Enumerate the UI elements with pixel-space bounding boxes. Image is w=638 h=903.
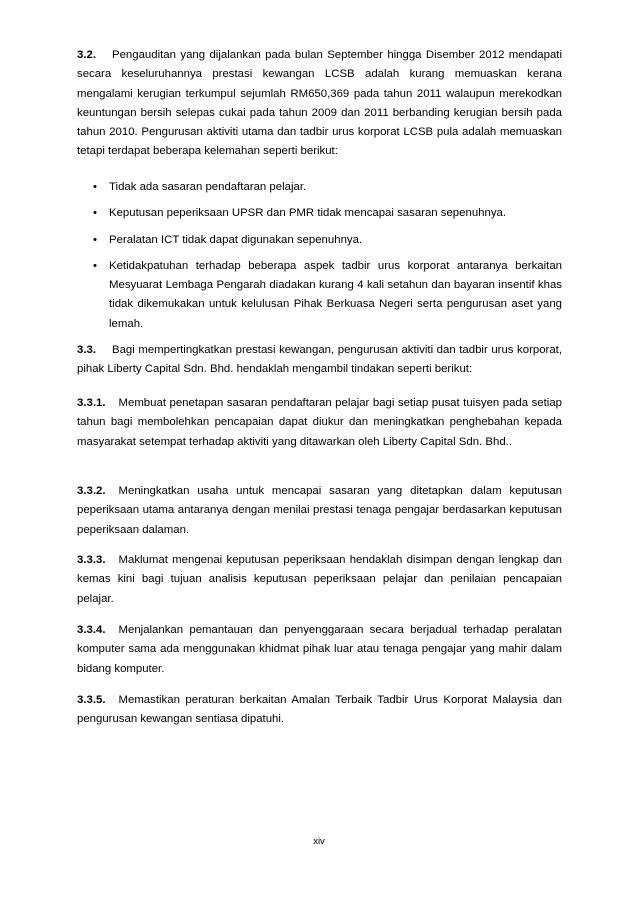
list-item: [77, 257, 562, 334]
section-number: 3.3.: [77, 344, 96, 356]
list-item-text: Keputusan peperiksaan UPSR dan PMR tidak mencapai sasaran sepenuhnya.: [109, 207, 507, 220]
paragraph-text: Pengauditan yang dijalankan pada bulan September hingga Disember 2012 mendapati secara keseluruhannya prestasi kewangan LCSB adalah kurang memuaskan kerana mengalami kerugian terkumpul sejumlah RM650,369 pada tahun 2011 walaupun merekodkan keuntungan bersih selepas cukai pada tahun 2009 dan 2011 berbanding kerugian bersih pada tahun 2010. Pengurusan aktiviti utama dan tadbir urus korporat LCSB pula adalah memuaskan tetapi terdapat beberapa kelemahan seperti berikut:: [77, 49, 562, 158]
finding-bullet-list: [77, 178, 562, 334]
section-number: 3.3.3.: [77, 554, 106, 566]
paragraph-text: Bagi mempertingkatkan prestasi kewangan, pengurusan aktiviti dan tadbir urus korporat, pihak Liberty Capital Sdn. Bhd. hendaklah mengambil tindakan seperti berikut:: [77, 344, 562, 376]
paragraph-text: Membuat penetapan sasaran pendaftaran pelajar bagi setiap pusat tuisyen pada setiap tahun bagi membolehkan pencapaian dapat diukur dan meningkatkan penghebahan kepada masyarakat setempat terhadap aktiviti yang ditawarkan oleh Liberty Capital Sdn. Bhd..: [77, 397, 562, 448]
section-number: 3.3.4.: [77, 624, 106, 636]
bullet-icon: •: [93, 259, 97, 272]
bullet-icon: •: [93, 207, 97, 220]
paragraph-3-3-1: [77, 394, 562, 452]
bullet-icon: •: [93, 181, 97, 193]
paragraph-text: Meningkatkan usaha untuk mencapai sasaran yang ditetapkan dalam keputusan peperiksaan utama antaranya dengan menilai prestasi tenaga pengajar berdasarkan keputusan peperiksaan dalaman.: [77, 485, 562, 536]
paragraph-3-3-4: [77, 621, 562, 679]
paragraph-text: Maklumat mengenai keputusan peperiksaan hendaklah disimpan dengan lengkap dan kemas kini bagi tujuan analisis keputusan peperiksaan pelajar dan penilaian pencapaian pelajar.: [77, 554, 562, 605]
list-item: [77, 204, 562, 223]
page-number: xiv: [313, 836, 325, 847]
paragraph-text: Memastikan peraturan berkaitan Amalan Terbaik Tadbir Urus Korporat Malaysia dan pengurusan kewangan sentiasa dipatuhi.: [77, 694, 562, 726]
list-item: [77, 231, 562, 250]
paragraph-3-2: [77, 46, 562, 162]
paragraph-3-3-3: [77, 551, 562, 609]
paragraph-text: Menjalankan pemantauan dan penyenggaraan secara berjadual terhadap peralatan komputer sama ada menggunakan khidmat pihak luar atau tenaga pengajar yang mahir dalam bidang komputer.: [77, 624, 562, 675]
section-number: 3.3.1.: [77, 397, 106, 409]
section-number: 3.3.5.: [77, 694, 106, 706]
bullet-icon: •: [93, 233, 97, 246]
list-item: [77, 178, 562, 197]
paragraph-3-3: [77, 341, 562, 380]
section-number: 3.2.: [77, 49, 96, 61]
paragraph-3-3-2: [77, 482, 562, 540]
list-item-text: Tidak ada sasaran pendaftaran pelajar.: [109, 181, 307, 193]
list-item-text: Peralatan ICT tidak dapat digunakan sepenuhnya.: [109, 233, 363, 246]
paragraph-3-3-5: [77, 691, 562, 730]
list-item-text: Ketidakpatuhan terhadap beberapa aspek tadbir urus korporat antaranya berkaitan Mesyuarat Lembaga Pengarah diadakan kurang 4 kali setahun dan bayaran insentif khas tidak dikemukakan untuk kelulusan Pihak Berkuasa Negeri serta pengurusan aset yang lemah.: [109, 259, 562, 330]
section-number: 3.3.2.: [77, 485, 106, 497]
